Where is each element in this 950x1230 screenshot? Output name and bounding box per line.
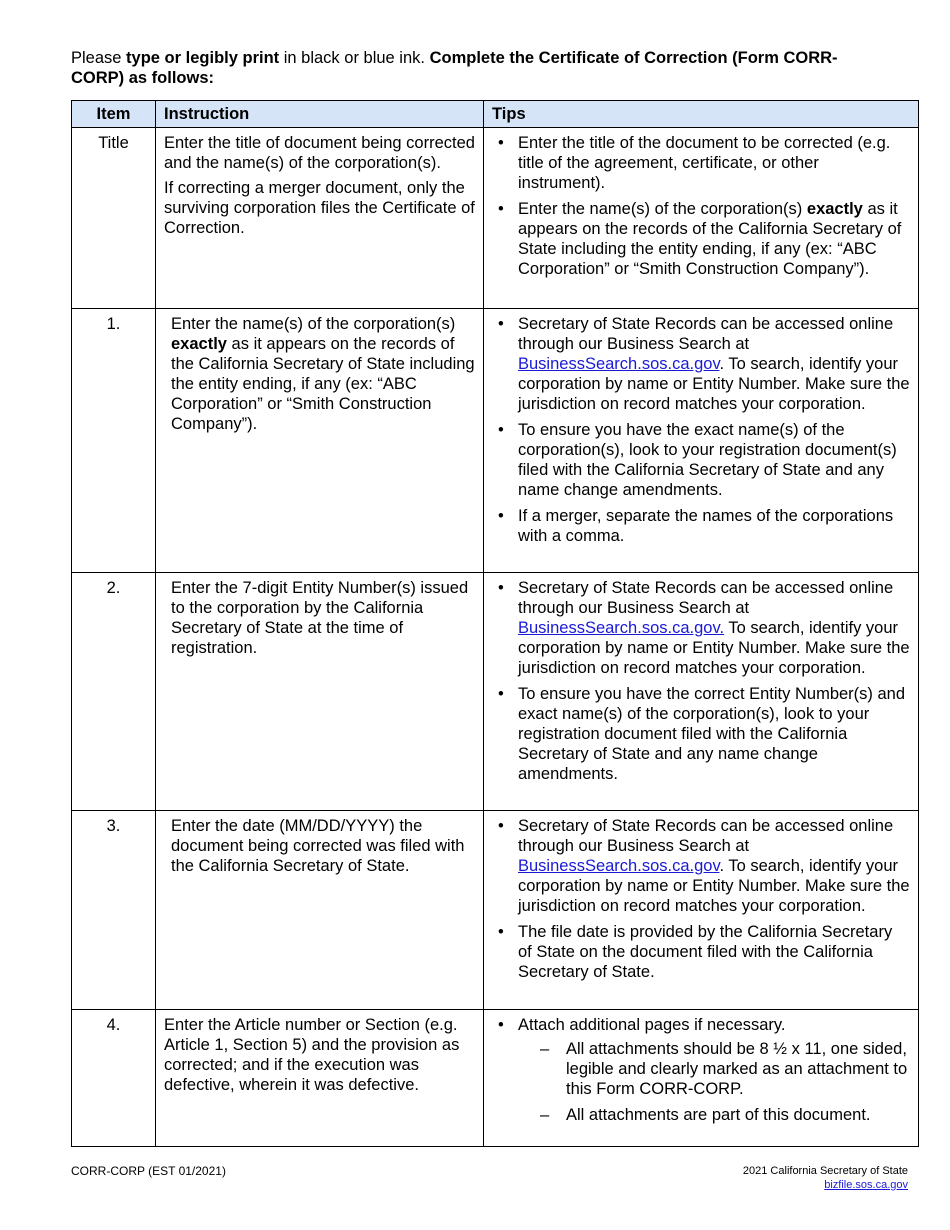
intro-text-2: in black or blue ink.	[279, 49, 430, 67]
instruction-text-part: as it appears on the records of the California Secretary of State including the entity ending, if any (ex: “ABC Corporation” or “Smith Construction Company”).	[171, 335, 475, 433]
tip-item	[518, 578, 910, 678]
tips-cell	[484, 309, 919, 573]
header-instruction: Instruction	[156, 101, 484, 128]
business-search-link[interactable]: BusinessSearch.sos.ca.gov	[518, 857, 720, 875]
item-cell: 4.	[72, 1010, 156, 1147]
form-id-footer: CORR-CORP (EST 01/2021)	[71, 1164, 226, 1178]
table-row-2	[72, 573, 919, 811]
tip-item	[518, 1015, 910, 1125]
copyright-text: 2021 California Secretary of State	[742, 1165, 908, 1177]
instruction-cell	[156, 1010, 484, 1147]
table-row-4	[72, 1010, 919, 1147]
tip-text: Secretary of State Records can be accessed online through our Business Search at	[518, 579, 894, 617]
tip-text: To search, identify your corporation by name or Entity Number. Make sure the jurisdiction on record matches your corporation.	[518, 619, 910, 677]
intro-text-bold-1: type or legibly print	[126, 49, 280, 67]
instruction-text	[171, 314, 475, 434]
instruction-cell	[156, 573, 484, 811]
instruction-cell	[156, 309, 484, 573]
tip-text: . To search, identify your corporation by name or Entity Number. Make sure the jurisdiction on record matches your corporation.	[518, 857, 910, 915]
instruction-text: If correcting a merger document, only the surviving corporation files the Certificate of Correction.	[164, 179, 475, 237]
table-row-3	[72, 811, 919, 1010]
tips-cell	[484, 1010, 919, 1147]
item-cell: Title	[72, 128, 156, 309]
tip-item: • Enter the title of the document to be corrected (e.g. title of the agreement, certificate, or other instrument).	[518, 133, 910, 193]
business-search-link[interactable]: BusinessSearch.sos.ca.gov.	[518, 619, 725, 637]
instruction-text-bold: exactly	[171, 335, 227, 353]
tip-item: • To ensure you have the correct Entity Number(s) and exact name(s) of the corporation(s), look to your registration document filed with the California Secretary of State and any name change amendments.	[518, 684, 910, 784]
tips-cell	[484, 128, 919, 309]
tip-item	[518, 199, 910, 279]
sub-tip-item: – All attachments should be 8 ½ x 11, one sided, legible and clearly marked as an attachment to this Form CORR-CORP.	[566, 1039, 910, 1099]
tip-item: • To ensure you have the exact name(s) of the corporation(s), look to your registration document(s) filed with the California Secretary of State and any name change amendments.	[518, 420, 910, 500]
item-cell: 3.	[72, 811, 156, 1010]
tip-text-bold: exactly	[806, 200, 863, 218]
item-cell: 2.	[72, 573, 156, 811]
instruction-text: Enter the title of document being corrected and the name(s) of the corporation(s).	[164, 134, 475, 172]
bizfile-link[interactable]: bizfile.sos.ca.gov	[824, 1179, 908, 1191]
tip-text: Secretary of State Records can be accessed online through our Business Search at	[518, 817, 894, 855]
tip-item: • If a merger, separate the names of the corporations with a comma.	[518, 506, 910, 546]
table-header-row	[72, 101, 919, 128]
sub-tip-item: – All attachments are part of this document.	[566, 1105, 910, 1125]
table-row-title	[72, 128, 919, 309]
instruction-text: Enter the date (MM/DD/YYYY) the document being corrected was filed with the California Secretary of State.	[171, 817, 465, 875]
instruction-cell	[156, 128, 484, 309]
instruction-text: Enter the 7-digit Entity Number(s) issued to the corporation by the California Secretary of State at the time of registration.	[171, 579, 469, 657]
intro-text-bold-2: Complete the Certificate of Correction (Form CORR-CORP) as follows:	[71, 49, 838, 87]
table-row-1	[72, 309, 919, 573]
business-search-link[interactable]: BusinessSearch.sos.ca.gov	[518, 355, 720, 373]
intro-text-1: Please	[71, 49, 127, 67]
item-cell: 1.	[72, 309, 156, 573]
instructions-table	[71, 100, 919, 1147]
tip-text: Enter the name(s) of the corporation(s)	[518, 200, 807, 218]
instruction-text-part: Enter the name(s) of the corporation(s)	[171, 315, 456, 333]
instruction-text: Enter the Article number or Section (e.g. Article 1, Section 5) and the provision as corrected; and if the execution was defective, wherein it was defective.	[164, 1016, 460, 1094]
tips-cell	[484, 573, 919, 811]
footer-right	[743, 1164, 908, 1192]
header-item: Item	[72, 101, 156, 128]
tip-item: • The file date is provided by the California Secretary of State on the document filed with the California Secretary of State.	[518, 922, 910, 982]
intro-text	[71, 48, 881, 88]
tip-text: Attach additional pages if necessary.	[518, 1016, 786, 1034]
tips-cell	[484, 811, 919, 1010]
tip-text: . To search, identify your corporation by name or Entity Number. Make sure the jurisdiction on record matches your corporation.	[518, 355, 910, 413]
tip-item	[518, 816, 910, 916]
tip-text: Secretary of State Records can be accessed online through our Business Search at	[518, 315, 894, 353]
tip-text: as it appears on the records of the California Secretary of State including the entity ending, if any (ex: “ABC Corporation” or “Smith Construction Company”).	[518, 200, 902, 278]
instruction-cell	[156, 811, 484, 1010]
tip-item	[518, 314, 910, 414]
header-tips: Tips	[484, 101, 919, 128]
